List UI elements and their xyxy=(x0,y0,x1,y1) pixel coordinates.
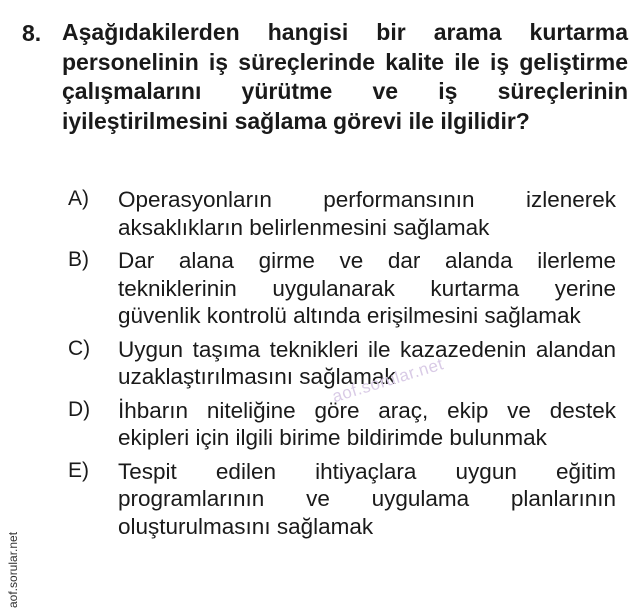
option-a[interactable] xyxy=(68,186,616,241)
question-text: Aşağıdakilerden hangisi bir arama kurtarma personelinin iş süreçlerinde kalite ile iş geliştirme çalışmalarını yürütme ve iş süreçlerinin iyileştirilmesini sağlama görevi ile ilgilidir? xyxy=(62,19,628,134)
option-e-text: Tespit edilen ihtiyaçlara uygun eğitim programlarının ve uygulama planlarının oluşturulmasını sağlamak xyxy=(118,458,616,539)
option-e[interactable] xyxy=(68,458,616,541)
question-number: 8. xyxy=(22,20,42,46)
watermark: aof.sorular.net xyxy=(330,354,446,407)
option-a-letter: A) xyxy=(68,187,89,210)
option-b[interactable] xyxy=(68,247,616,330)
option-c[interactable] xyxy=(68,336,616,391)
option-d-letter: D) xyxy=(68,397,91,421)
option-c-letter: C) xyxy=(68,336,91,360)
option-d-text: İhbarın niteliğine göre araç, ekip ve destek ekipleri için ilgili birime bildirimde bulunmak xyxy=(118,397,616,450)
answer-options xyxy=(68,186,616,546)
option-a-text: Operasyonların performansının izlenerek aksaklıkların belirlenmesini sağlamak xyxy=(118,187,616,240)
option-b-text: Dar alana girme ve dar alanda ilerleme tekniklerinin uygulanarak kurtarma yerine güvenlik kontrolü altında erişilmesini sağlamak xyxy=(118,248,616,328)
option-b-letter: B) xyxy=(68,248,89,271)
option-c-text: Uygun taşıma teknikleri ile kazazedenin alandan uzaklaştırılmasını sağlamak xyxy=(118,336,616,389)
option-e-letter: E) xyxy=(68,458,89,482)
side-watermark-label: aof.sorular.net xyxy=(6,531,20,608)
